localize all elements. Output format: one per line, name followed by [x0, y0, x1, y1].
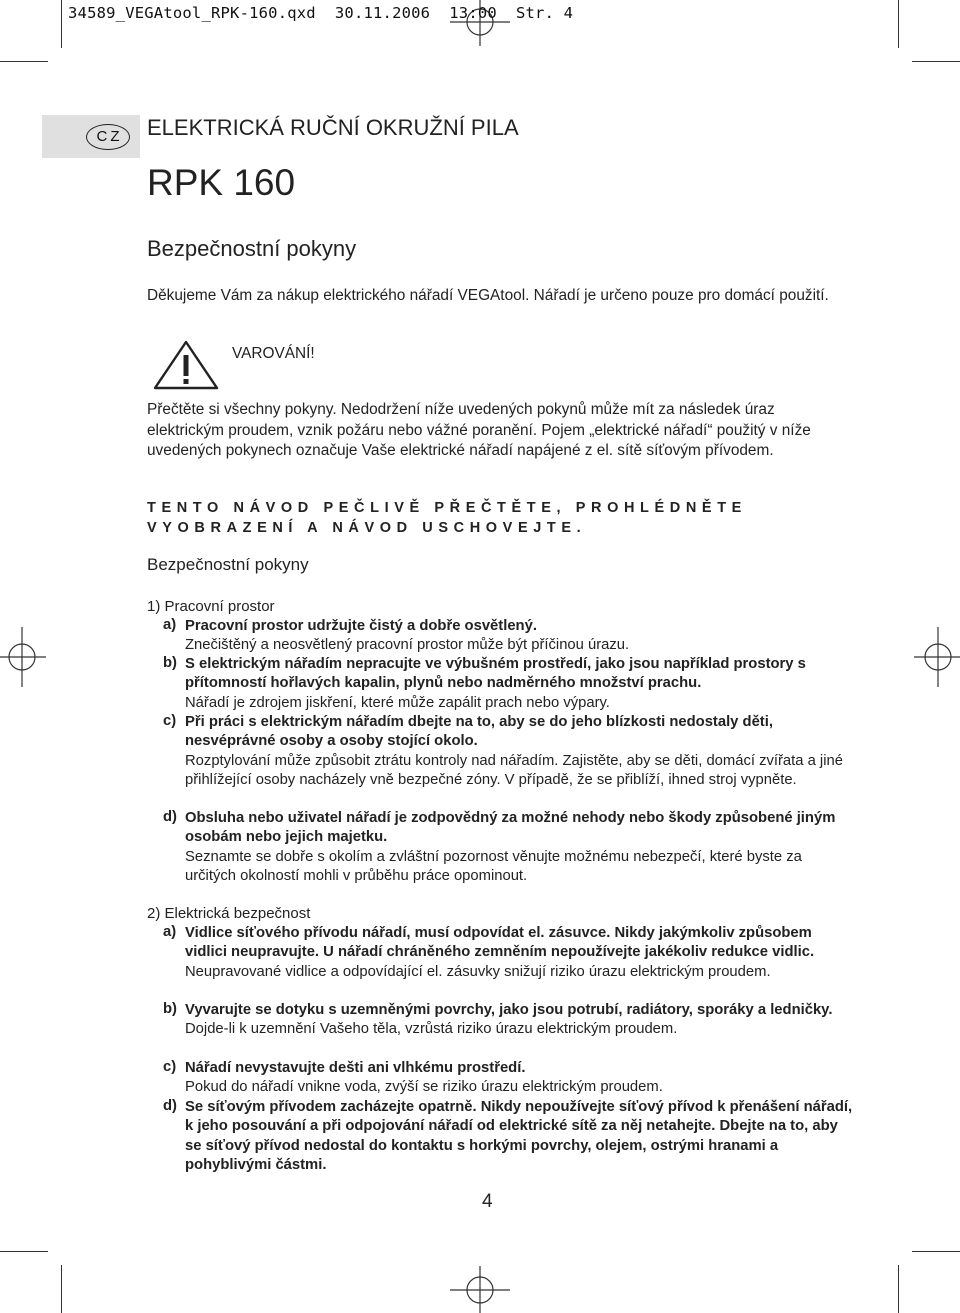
- item-bold-text: Vyvarujte se dotyku s uzemněnými povrchy, jako jsou potrubí, radiátory, sporáky a ledničky.: [185, 1002, 833, 1018]
- item-normal-text: Rozptylování může způsobit ztrátu kontroly nad nářadím. Zajistěte, aby se děti, domácí zvířata a jiné přihlížející osoby nacházely vně bezpečné zóny. V případě, že se přiblíží, ihned stroj vypněte.: [185, 752, 843, 788]
- item-letter: b): [163, 655, 177, 671]
- section-title-workspace: 1) Pracovní prostor: [147, 598, 275, 615]
- item-letter: d): [163, 1098, 177, 1114]
- item-bold-text: S elektrickým nářadím nepracujte ve výbušném prostředí, jako jsou například prostory s přítomností hořlavých kapalin, plynů nebo nadměrného množství prachu.: [185, 656, 806, 692]
- document-title: ELEKTRICKÁ RUČNÍ OKRUŽNÍ PILA: [147, 115, 519, 140]
- item-bold-text: Nářadí nevystavujte dešti ani vlhkému prostředí.: [185, 1060, 526, 1076]
- item-letter: c): [163, 1059, 177, 1075]
- list-item: [185, 1001, 855, 1040]
- list-item: [185, 1098, 855, 1175]
- item-normal-text: Seznamte se dobře s okolím a zvláštní pozornost věnujte možnému nebezpečí, které byste za určitých okolností mohli v průběhu práce opominout.: [185, 848, 802, 884]
- print-header: 34589_VEGAtool_RPK-160.qxd 30.11.2006 13:00 Str. 4: [68, 4, 574, 22]
- item-bold-text: Pracovní prostor udržujte čistý a dobře osvětlený.: [185, 618, 537, 634]
- model-name: RPK 160: [147, 162, 296, 203]
- language-code-badge: CZ: [86, 124, 130, 150]
- subheading: Bezpečnostní pokyny: [147, 555, 309, 574]
- list-item: [185, 655, 855, 713]
- list-item: [185, 809, 855, 886]
- warning-text: Přečtěte si všechny pokyny. Nedodržení níže uvedených pokynů může mít za následek úraz elektrickým proudem, vznik požáru nebo vážné poranění. Pojem „elektrické nářadí“ použitý v níže uvedených pokynech označuje Vaše elektrické nářadí napájené z el. sítě síťovým přívodem.: [147, 401, 811, 459]
- item-normal-text: Znečištěný a neosvětlený pracovní prostor může být příčinou úrazu.: [185, 637, 630, 654]
- read-instructions-notice: TENTO NÁVOD PEČLIVĚ PŘEČTĚTE, PROHLÉDNĚTE VYOBRAZENÍ A NÁVOD USCHOVEJTE.: [147, 500, 747, 536]
- section-title-electrical-safety: 2) Elektrická bezpečnost: [147, 905, 311, 922]
- item-letter: a): [163, 924, 177, 940]
- list-item: [185, 924, 855, 982]
- item-normal-text: Pokud do nářadí vnikne voda, zvýší se riziko úrazu elektrickým proudem.: [185, 1079, 663, 1096]
- list-item: [185, 1059, 855, 1098]
- item-normal-text: Dojde-li k uzemnění Vašeho těla, vzrůstá riziko úrazu elektrickým proudem.: [185, 1021, 678, 1038]
- intro-paragraph: Děkujeme Vám za nákup elektrického nářadí VEGAtool. Nářadí je určeno pouze pro domácí použití.: [147, 287, 829, 304]
- item-letter: c): [163, 713, 177, 729]
- page-number: 4: [482, 1191, 493, 1212]
- item-bold-text: Vidlice síťového přívodu nářadí, musí odpovídat el. zásuvce. Nikdy jakýmkoliv způsobem vidlici neupravujte. U nářadí chráněného zemněním nepoužívejte jakékoliv redukce vidlic.: [185, 925, 815, 961]
- item-normal-text: Nářadí je zdrojem jiskření, které může zapálit prach nebo výpary.: [185, 694, 610, 711]
- item-bold-text: Obsluha nebo uživatel nářadí je zodpovědný za možné nehody nebo škody způsobené jiným osobám nebo jejich majetku.: [185, 810, 836, 846]
- item-bold-text: Při práci s elektrickým nářadím dbejte na to, aby se do jeho blízkosti nedostaly děti, nesvéprávné osoby a osoby stojící okolo.: [185, 714, 773, 750]
- item-letter: d): [163, 809, 177, 825]
- item-letter: a): [163, 617, 177, 633]
- item-letter: b): [163, 1001, 177, 1017]
- item-normal-text: Neupravované vidlice a odpovídající el. zásuvky snižují riziko úrazu elektrickým proudem.: [185, 963, 771, 980]
- list-item: [185, 713, 855, 790]
- warning-label: VAROVÁNÍ!: [232, 345, 315, 362]
- section-heading: Bezpečnostní pokyny: [147, 236, 357, 261]
- warning-triangle-icon: [153, 340, 219, 390]
- item-bold-text: Se síťovým přívodem zacházejte opatrně. Nikdy nepoužívejte síťový přívod k přenášení nářadí, k jeho posouvání a při odpojování nářadí od elektrické sítě za něj netahejte. Dbejte na to, aby se síťový přívod nedostal do kontaktu s horkými povrchy, olejem, ostrými hranami a pohyblivými částmi.: [185, 1099, 853, 1173]
- list-item: [185, 617, 855, 656]
